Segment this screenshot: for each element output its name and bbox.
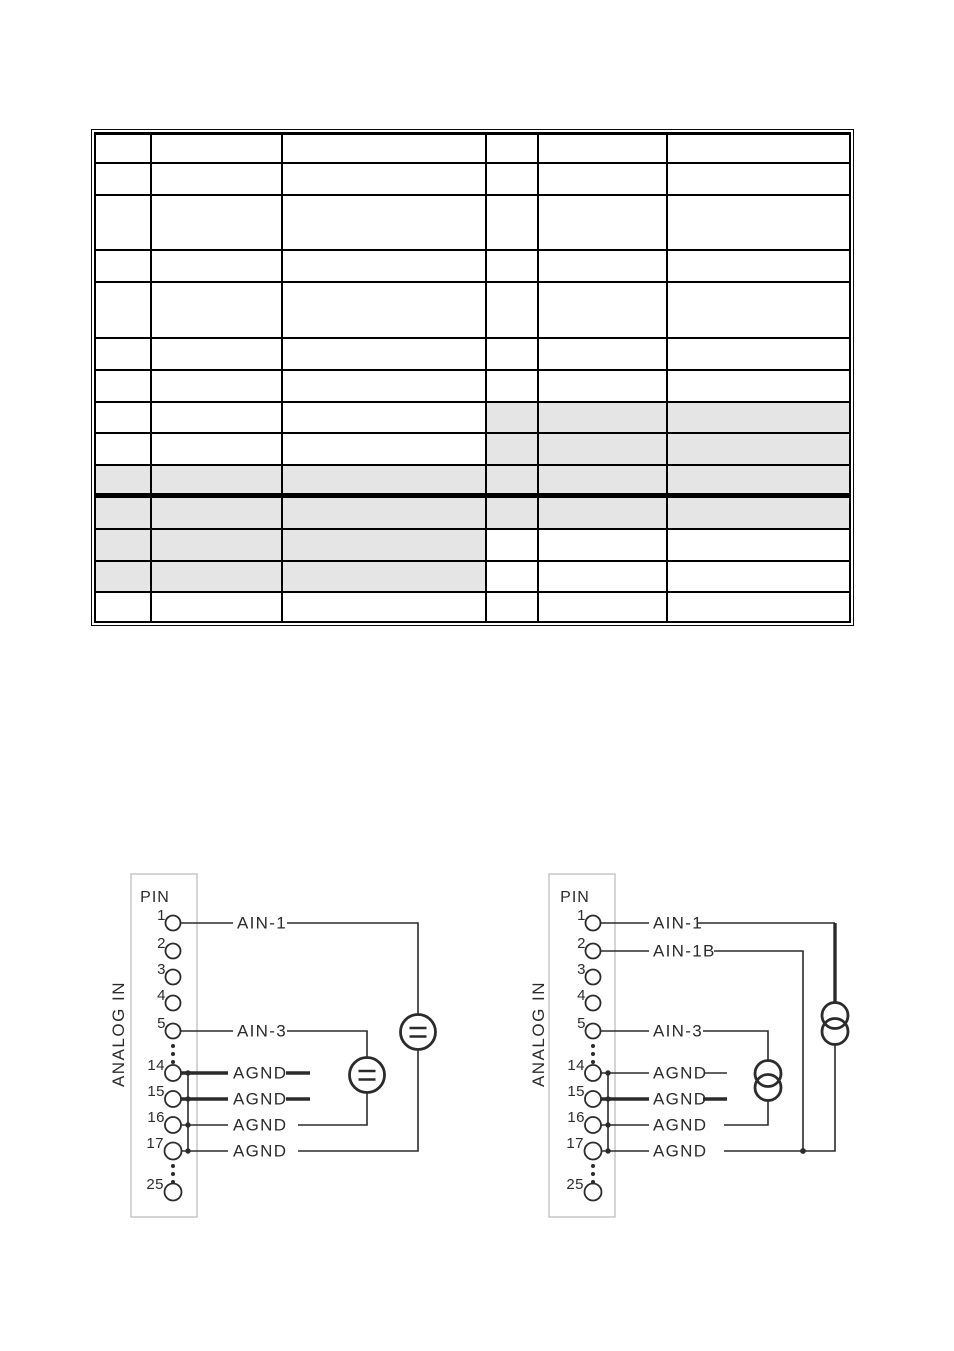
table-row bbox=[95, 250, 850, 282]
pin-number: 5 bbox=[577, 1015, 586, 1032]
wiring-diagram-voltage-source bbox=[100, 862, 440, 1230]
table-cell bbox=[95, 561, 151, 592]
table-cell bbox=[486, 561, 538, 592]
table-cell bbox=[282, 402, 486, 433]
signal-label: AGND bbox=[653, 1115, 708, 1135]
pin-contact bbox=[166, 916, 181, 931]
pin-contact bbox=[166, 996, 181, 1011]
pin-assignment-table bbox=[94, 132, 851, 623]
table-cell bbox=[667, 163, 850, 195]
signal-label: AGND bbox=[653, 1089, 708, 1109]
pin-number: 2 bbox=[577, 935, 586, 952]
pin-number: 25 bbox=[146, 1176, 164, 1193]
dc-voltage-source-icon bbox=[350, 1058, 385, 1093]
table-cell bbox=[667, 134, 850, 163]
table-cell bbox=[151, 195, 282, 250]
pin-contact bbox=[166, 970, 181, 985]
pin-contact bbox=[586, 970, 601, 985]
table-cell bbox=[538, 338, 667, 370]
pin-contact bbox=[586, 916, 601, 931]
table-row bbox=[95, 465, 850, 496]
table-cell bbox=[538, 134, 667, 163]
signal-label: AIN-1 bbox=[237, 913, 287, 933]
table-cell bbox=[667, 592, 850, 622]
table-cell bbox=[282, 529, 486, 561]
current-source-icon bbox=[822, 1003, 848, 1045]
pin-contact bbox=[165, 1143, 182, 1160]
table-cell bbox=[486, 496, 538, 529]
table-cell bbox=[667, 561, 850, 592]
table-cell bbox=[282, 134, 486, 163]
table-cell bbox=[282, 338, 486, 370]
wire-agnd16-return bbox=[724, 1101, 768, 1126]
pin-number: 3 bbox=[577, 961, 586, 978]
table-cell bbox=[538, 433, 667, 465]
table-cell bbox=[95, 465, 151, 496]
table-cell bbox=[151, 529, 282, 561]
pin-number: 16 bbox=[147, 1109, 165, 1126]
table-cell bbox=[486, 402, 538, 433]
table-cell bbox=[538, 163, 667, 195]
signal-label: AGND bbox=[233, 1115, 288, 1135]
table-cell bbox=[667, 370, 850, 402]
table-cell bbox=[151, 163, 282, 195]
pin-number: 4 bbox=[157, 987, 166, 1004]
table-cell bbox=[667, 338, 850, 370]
table-row bbox=[95, 282, 850, 338]
wire-ain3 bbox=[703, 1031, 768, 1061]
table-cell bbox=[667, 402, 850, 433]
dc-voltage-source-icon bbox=[401, 1015, 436, 1050]
table-cell bbox=[95, 338, 151, 370]
table-cell bbox=[282, 195, 486, 250]
table-cell bbox=[95, 496, 151, 529]
table-row bbox=[95, 529, 850, 561]
table-cell bbox=[667, 433, 850, 465]
signal-label: AIN-3 bbox=[237, 1021, 287, 1041]
table-cell bbox=[282, 370, 486, 402]
table-cell bbox=[538, 282, 667, 338]
table-cell bbox=[151, 370, 282, 402]
table-cell bbox=[151, 433, 282, 465]
pin-header-label: PIN bbox=[560, 889, 590, 906]
pin-contact bbox=[165, 1184, 182, 1201]
table-row bbox=[95, 338, 850, 370]
table-cell bbox=[95, 134, 151, 163]
table-row bbox=[95, 195, 850, 250]
table-cell bbox=[95, 592, 151, 622]
pin-contact bbox=[166, 1024, 181, 1039]
pin-contact bbox=[585, 1184, 602, 1201]
pin-number: 14 bbox=[147, 1057, 165, 1074]
connector-outline bbox=[549, 874, 615, 1217]
table-cell bbox=[667, 250, 850, 282]
table-cell bbox=[282, 561, 486, 592]
table-cell bbox=[95, 402, 151, 433]
signal-label: AGND bbox=[233, 1089, 288, 1109]
pin-number: 15 bbox=[567, 1083, 585, 1100]
table-row bbox=[95, 370, 850, 402]
table-cell bbox=[95, 529, 151, 561]
pin-contact bbox=[585, 1091, 601, 1107]
current-source-icon bbox=[755, 1061, 781, 1101]
table-row bbox=[95, 496, 850, 529]
table-cell bbox=[667, 465, 850, 496]
table-cell bbox=[151, 561, 282, 592]
table-cell bbox=[151, 592, 282, 622]
pin-number: 4 bbox=[577, 987, 586, 1004]
table-cell bbox=[151, 250, 282, 282]
pin-contact bbox=[585, 1117, 601, 1133]
table-row bbox=[95, 592, 850, 622]
table-row bbox=[95, 163, 850, 195]
signal-label: AGND bbox=[653, 1141, 708, 1161]
pin-number: 25 bbox=[566, 1176, 584, 1193]
analog-in-label: ANALOG IN bbox=[529, 980, 548, 1088]
table-cell bbox=[151, 402, 282, 433]
pin-contact bbox=[165, 1117, 181, 1133]
pin-contact bbox=[165, 1091, 181, 1107]
pin-contact bbox=[586, 944, 601, 959]
pin-number: 17 bbox=[566, 1135, 584, 1152]
pin-number: 5 bbox=[157, 1015, 166, 1032]
table-cell bbox=[151, 282, 282, 338]
table-cell bbox=[486, 465, 538, 496]
table-cell bbox=[538, 250, 667, 282]
table-cell bbox=[486, 529, 538, 561]
analog-in-label: ANALOG IN bbox=[109, 980, 128, 1088]
table-cell bbox=[486, 134, 538, 163]
table-cell bbox=[95, 163, 151, 195]
table-cell bbox=[151, 338, 282, 370]
pin-number: 17 bbox=[146, 1135, 164, 1152]
wire-ain3 bbox=[287, 1031, 367, 1058]
pin-contact bbox=[165, 1065, 181, 1081]
table-cell bbox=[151, 134, 282, 163]
table-cell bbox=[151, 465, 282, 496]
table-cell bbox=[538, 592, 667, 622]
signal-label: AGND bbox=[233, 1063, 288, 1083]
table-cell bbox=[95, 250, 151, 282]
table-cell bbox=[538, 195, 667, 250]
connector-outline bbox=[131, 874, 197, 1217]
table-cell bbox=[486, 370, 538, 402]
table-cell bbox=[667, 195, 850, 250]
table-cell bbox=[486, 338, 538, 370]
pin-assignment-table-frame bbox=[91, 129, 854, 626]
table-cell bbox=[95, 433, 151, 465]
pin-contact bbox=[585, 1065, 601, 1081]
table-cell bbox=[538, 561, 667, 592]
table-cell bbox=[282, 433, 486, 465]
signal-label: AGND bbox=[653, 1063, 708, 1083]
pin-contact bbox=[586, 996, 601, 1011]
signal-label: AGND bbox=[233, 1141, 288, 1161]
table-cell bbox=[151, 496, 282, 529]
table-row bbox=[95, 433, 850, 465]
table-cell bbox=[538, 402, 667, 433]
pin-number: 1 bbox=[157, 907, 166, 924]
pin-contact bbox=[586, 1024, 601, 1039]
table-cell bbox=[95, 195, 151, 250]
table-cell bbox=[667, 496, 850, 529]
table-cell bbox=[538, 529, 667, 561]
wire-ain1 bbox=[287, 923, 418, 1015]
table-cell bbox=[95, 370, 151, 402]
wire-agnd17-return bbox=[724, 1045, 835, 1152]
table-cell bbox=[486, 163, 538, 195]
table-cell bbox=[486, 282, 538, 338]
pin-number: 15 bbox=[147, 1083, 165, 1100]
table-cell bbox=[486, 433, 538, 465]
table-cell bbox=[282, 163, 486, 195]
pin-number: 3 bbox=[157, 961, 166, 978]
pin-number: 1 bbox=[577, 907, 586, 924]
signal-label: AIN-1B bbox=[653, 941, 716, 961]
table-cell bbox=[486, 195, 538, 250]
table-cell bbox=[538, 465, 667, 496]
pin-contact bbox=[166, 944, 181, 959]
table-row bbox=[95, 134, 850, 163]
table-cell bbox=[95, 282, 151, 338]
table-row bbox=[95, 561, 850, 592]
table-cell bbox=[282, 592, 486, 622]
wiring-diagram-current-source bbox=[520, 862, 880, 1230]
table-cell bbox=[667, 282, 850, 338]
table-cell bbox=[486, 592, 538, 622]
pin-number: 16 bbox=[567, 1109, 585, 1126]
table-cell bbox=[486, 250, 538, 282]
pin-number: 14 bbox=[567, 1057, 585, 1074]
table-row bbox=[95, 402, 850, 433]
wire-ain1b-drop bbox=[714, 951, 803, 1151]
signal-label: AIN-3 bbox=[653, 1021, 703, 1041]
table-cell bbox=[282, 250, 486, 282]
table-cell bbox=[667, 529, 850, 561]
table-cell bbox=[282, 465, 486, 496]
signal-label: AIN-1 bbox=[653, 913, 703, 933]
pin-header-label: PIN bbox=[140, 889, 170, 906]
pin-contact bbox=[585, 1143, 602, 1160]
table-cell bbox=[538, 370, 667, 402]
table-cell bbox=[282, 282, 486, 338]
table-cell bbox=[282, 496, 486, 529]
pin-number: 2 bbox=[157, 935, 166, 952]
table-cell bbox=[538, 496, 667, 529]
